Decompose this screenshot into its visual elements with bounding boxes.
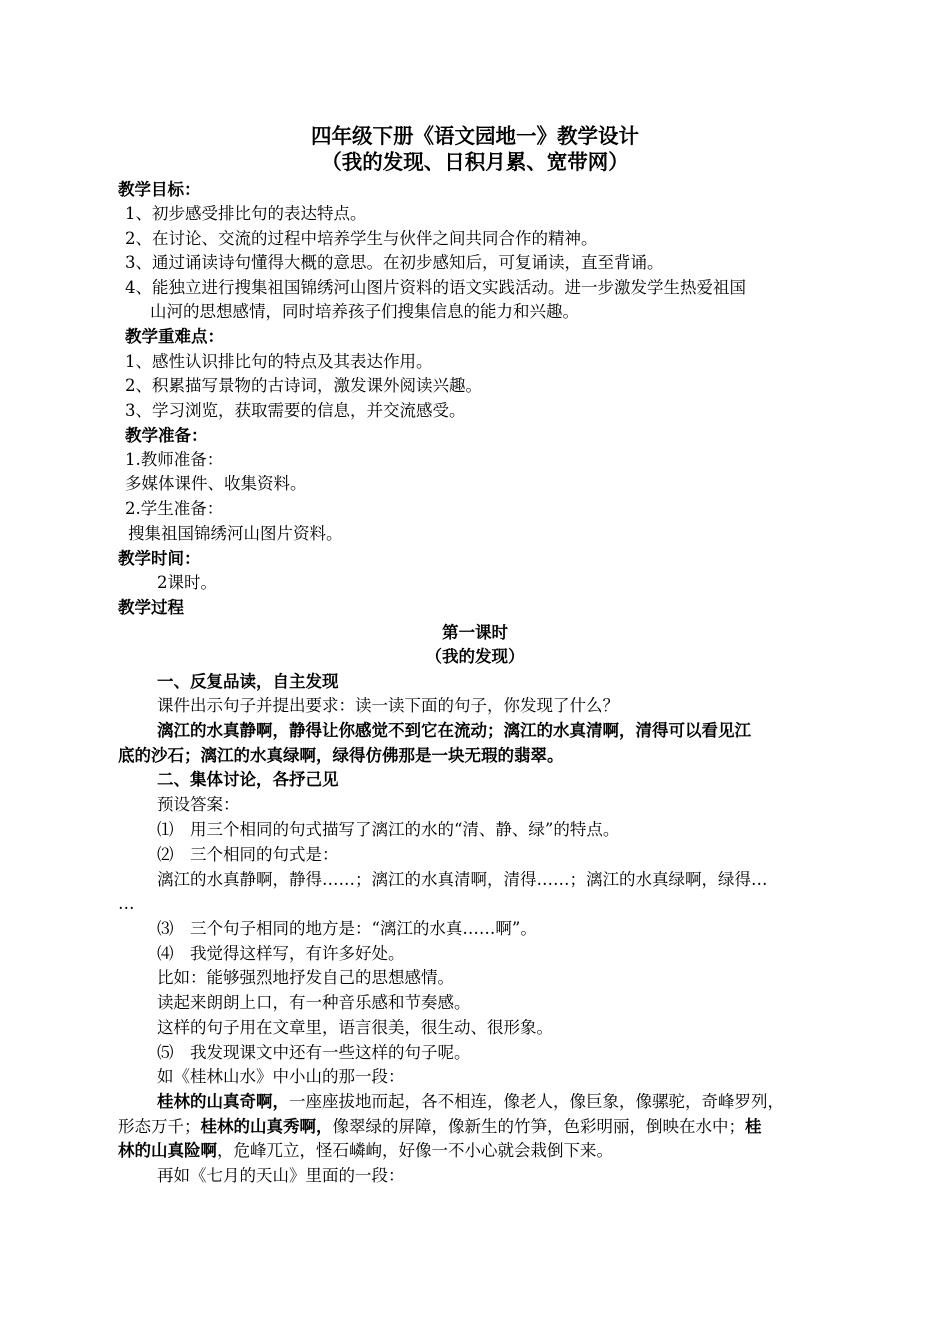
objective-item-continued: 山河的思想感情，同时培养孩子们搜集信息的能力和兴趣。 [150, 302, 579, 321]
quote-line: 底的沙石；漓江的水真绿啊，绿得仿佛那是一块无瑕的翡翠。 [118, 746, 564, 765]
answer-3: ⑶ 三个句子相同的地方是：“漓江的水真……啊”。 [157, 919, 537, 938]
guilin-emphasis: 桂 [745, 1117, 762, 1136]
answer-1: ⑴ 用三个相同的句式描写了漓江的水的“清、静、绿”的特点。 [157, 820, 620, 839]
key-point-item: 1、感性认识排比句的特点及其表达作用。 [125, 352, 433, 371]
guilin-text: ，危峰兀立，怪石嶙峋，好像一不小心就会栽倒下来。 [217, 1141, 613, 1160]
answer-2-detail-continued: … [118, 894, 135, 913]
answer-4-c: 这样的句子用在文章里，语言很美，很生动、很形象。 [157, 1018, 553, 1037]
objective-item: 2、在讨论、交流的过程中培养学生与伙伴之间共同合作的精神。 [125, 229, 598, 248]
answer-2-detail: 漓江的水真静啊，静得……；漓江的水真清啊，清得……；漓江的水真绿啊，绿得… [157, 870, 768, 889]
lesson-title: 第一课时 [442, 623, 508, 642]
objectives-heading: 教学目标： [118, 180, 201, 199]
answer-5-intro: 如《桂林山水》中小山的那一段： [157, 1067, 405, 1086]
time-text: 2课时。 [157, 573, 217, 592]
preparation-heading: 教学准备： [125, 426, 208, 445]
guilin-emphasis: 桂林的山真秀啊， [200, 1117, 333, 1136]
objective-item: 4、能独立进行搜集祖国锦绣河山图片资料的语文实践活动。进一步激发学生热爱祖国 [125, 278, 746, 297]
objective-item: 3、通过诵读诗句懂得大概的意思。在初步感知后，可复诵读，直至背诵。 [125, 253, 664, 272]
key-point-item: 2、积累描写景物的古诗词，激发课外阅读兴趣。 [125, 376, 482, 395]
answer-4-a: 比如：能够强烈地抒发自己的思想感情。 [157, 968, 454, 987]
guilin-paragraph-line [157, 1090, 784, 1114]
student-prep-text: 搜集祖国锦绣河山图片资料。 [128, 524, 343, 543]
guilin-text: 一座座拔地而起，各不相连，像老人，像巨象，像骡驼，奇峰罗列， [289, 1092, 784, 1111]
student-prep-label: 2.学生准备： [125, 499, 224, 518]
answer-2: ⑵ 三个相同的句式是： [157, 845, 339, 864]
time-heading: 教学时间： [118, 549, 201, 568]
guilin-text: 像翠绿的屏障，像新生的竹笋，色彩明丽，倒映在水中； [332, 1117, 745, 1136]
section1-heading: 一、反复品读，自主发现 [157, 672, 339, 691]
document-subtitle: （我的发现、日积月累、宽带网） [321, 150, 629, 174]
guilin-text: 形态万千； [118, 1117, 201, 1136]
teacher-prep-label: 1.教师准备： [125, 450, 224, 469]
quote-line: 漓江的水真静啊，静得让你感觉不到它在流动；漓江的水真清啊，清得可以看见江 [157, 721, 751, 740]
section2-heading: 二、集体讨论，各抒己见 [157, 770, 339, 789]
lesson-subtitle: （我的发现） [425, 647, 525, 666]
key-points-heading: 教学重难点： [125, 327, 224, 346]
guilin-paragraph-line [118, 1115, 762, 1139]
answer-4: ⑷ 我觉得这样写，有许多好处。 [157, 944, 405, 963]
objective-item: 1、初步感受排比句的表达特点。 [125, 204, 367, 223]
guilin-paragraph-line [118, 1139, 613, 1163]
teacher-prep-text: 多媒体课件、收集资料。 [125, 474, 307, 493]
answer-4-b: 读起来朗朗上口，有一种音乐感和节奏感。 [157, 993, 471, 1012]
preset-label: 预设答案： [157, 795, 240, 814]
next-example-intro: 再如《七月的天山》里面的一段： [157, 1166, 405, 1185]
guilin-emphasis: 桂林的山真奇啊， [157, 1092, 289, 1111]
section1-text: 课件出示句子并提出要求：读一读下面的句子，你发现了什么？ [157, 696, 619, 715]
guilin-emphasis: 林的山真险啊 [118, 1141, 217, 1160]
document-title: 四年级下册《语文园地一》教学设计 [311, 124, 639, 148]
key-point-item: 3、学习浏览，获取需要的信息，并交流感受。 [125, 401, 466, 420]
process-heading: 教学过程 [118, 598, 184, 617]
answer-5: ⑸ 我发现课文中还有一些这样的句子呢。 [157, 1043, 471, 1062]
